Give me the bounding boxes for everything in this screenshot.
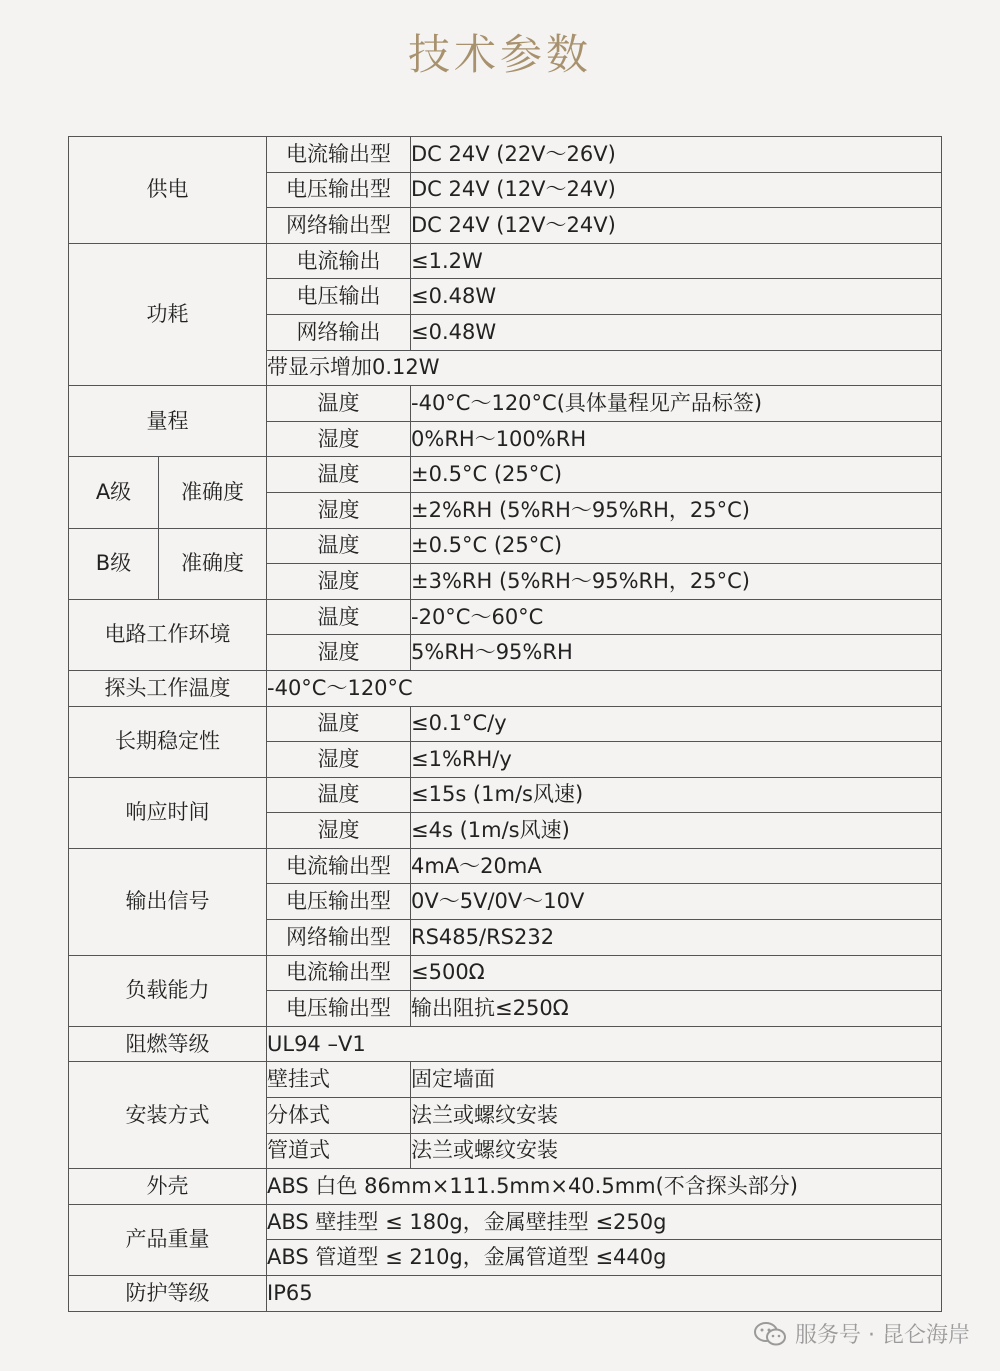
- value-cell: ≤1.2W: [411, 243, 942, 279]
- value-cell: 输出阻抗≤250Ω: [411, 991, 942, 1027]
- sub-label: 温度: [267, 457, 411, 493]
- value-cell: 4mA～20mA: [411, 848, 942, 884]
- row-label-accuracy-a: 准确度: [159, 457, 267, 528]
- value-cell: ±0.5°C (25°C): [411, 528, 942, 564]
- row-label-circuit-env: 电路工作环境: [69, 599, 267, 670]
- row-label-install: 安装方式: [69, 1062, 267, 1169]
- sub-label: 分体式: [267, 1098, 411, 1134]
- sub-label: 壁挂式: [267, 1062, 411, 1098]
- sub-label: 温度: [267, 599, 411, 635]
- sub-label: 湿度: [267, 635, 411, 671]
- wechat-icon: [753, 1321, 787, 1347]
- table-row: [69, 457, 942, 493]
- value-cell: ≤4s (1m/s风速): [411, 813, 942, 849]
- value-cell: 0V～5V/0V～10V: [411, 884, 942, 920]
- value-cell: IP65: [267, 1276, 942, 1312]
- table-row: [69, 1169, 942, 1205]
- sub-label: 电流输出: [267, 243, 411, 279]
- table-row: [69, 1062, 942, 1098]
- sub-label: 电压输出: [267, 279, 411, 315]
- value-cell: -40°C～120°C(具体量程见产品标签): [411, 386, 942, 422]
- sub-label: 管道式: [267, 1133, 411, 1169]
- sub-label: 温度: [267, 777, 411, 813]
- value-cell: UL94 –V1: [267, 1026, 942, 1062]
- row-label-flame: 阻燃等级: [69, 1026, 267, 1062]
- sub-label: 湿度: [267, 421, 411, 457]
- row-label-output: 输出信号: [69, 848, 267, 955]
- table-row: [69, 1204, 942, 1240]
- sub-label: 温度: [267, 706, 411, 742]
- sub-label: 湿度: [267, 813, 411, 849]
- table-row: [69, 137, 942, 173]
- sub-label: 温度: [267, 528, 411, 564]
- value-cell: ≤1%RH/y: [411, 742, 942, 778]
- watermark-text: 服务号 · 昆仑海岸: [795, 1323, 970, 1348]
- value-cell: DC 24V (12V～24V): [411, 208, 942, 244]
- row-label-weight: 产品重量: [69, 1204, 267, 1275]
- value-cell: ±3%RH (5%RH～95%RH，25°C): [411, 564, 942, 600]
- grade-a-label: A级: [69, 457, 159, 528]
- row-label-supply: 供电: [69, 137, 267, 244]
- row-label-protection: 防护等级: [69, 1276, 267, 1312]
- row-label-response: 响应时间: [69, 777, 267, 848]
- value-cell: ±0.5°C (25°C): [411, 457, 942, 493]
- watermark: [753, 1318, 970, 1349]
- sub-label: 电压输出型: [267, 172, 411, 208]
- table-row: [69, 1026, 942, 1062]
- spec-table: [68, 136, 942, 1312]
- sub-label: 网络输出: [267, 314, 411, 350]
- sub-label: 湿度: [267, 742, 411, 778]
- table-row: [69, 528, 942, 564]
- value-cell: ≤0.48W: [411, 314, 942, 350]
- value-cell: ≤0.48W: [411, 279, 942, 315]
- value-cell: ≤15s (1m/s风速): [411, 777, 942, 813]
- row-label-range: 量程: [69, 386, 267, 457]
- table-row: [69, 848, 942, 884]
- value-cell: ±2%RH (5%RH～95%RH，25°C): [411, 492, 942, 528]
- table-row: [69, 386, 942, 422]
- sub-label: 网络输出型: [267, 920, 411, 956]
- grade-b-label: B级: [69, 528, 159, 599]
- table-row: [69, 706, 942, 742]
- value-cell: RS485/RS232: [411, 920, 942, 956]
- table-row: [69, 670, 942, 706]
- value-cell: ABS 壁挂型 ≤ 180g，金属壁挂型 ≤250g: [267, 1204, 942, 1240]
- power-display-note: 带显示增加0.12W: [267, 350, 942, 386]
- value-cell: 0%RH～100%RH: [411, 421, 942, 457]
- sub-label: 电流输出型: [267, 848, 411, 884]
- sub-label: 电压输出型: [267, 991, 411, 1027]
- row-label-accuracy-b: 准确度: [159, 528, 267, 599]
- value-cell: ABS 管道型 ≤ 210g，金属管道型 ≤440g: [267, 1240, 942, 1276]
- sub-label: 电流输出型: [267, 137, 411, 173]
- sub-label: 温度: [267, 386, 411, 422]
- value-cell: -20°C～60°C: [411, 599, 942, 635]
- value-cell: ABS 白色 86mm×111.5mm×40.5mm(不含探头部分): [267, 1169, 942, 1205]
- sub-label: 电流输出型: [267, 955, 411, 991]
- value-cell: 法兰或螺纹安装: [411, 1098, 942, 1134]
- sub-label: 电压输出型: [267, 884, 411, 920]
- value-cell: 法兰或螺纹安装: [411, 1133, 942, 1169]
- value-cell: 固定墙面: [411, 1062, 942, 1098]
- table-row: [69, 243, 942, 279]
- row-label-load: 负载能力: [69, 955, 267, 1026]
- sub-label: 湿度: [267, 492, 411, 528]
- table-row: [69, 599, 942, 635]
- value-cell: DC 24V (12V～24V): [411, 172, 942, 208]
- value-cell: ≤500Ω: [411, 955, 942, 991]
- table-row: [69, 955, 942, 991]
- sub-label: 网络输出型: [267, 208, 411, 244]
- row-label-power: 功耗: [69, 243, 267, 385]
- row-label-probe-temp: 探头工作温度: [69, 670, 267, 706]
- value-cell: DC 24V (22V～26V): [411, 137, 942, 173]
- value-cell: -40°C～120°C: [267, 670, 942, 706]
- page-title: 技术参数: [407, 30, 592, 79]
- row-label-stability: 长期稳定性: [69, 706, 267, 777]
- value-cell: 5%RH～95%RH: [411, 635, 942, 671]
- value-cell: ≤0.1°C/y: [411, 706, 942, 742]
- row-label-housing: 外壳: [69, 1169, 267, 1205]
- sub-label: 湿度: [267, 564, 411, 600]
- table-row: [69, 1276, 942, 1312]
- table-row: [69, 777, 942, 813]
